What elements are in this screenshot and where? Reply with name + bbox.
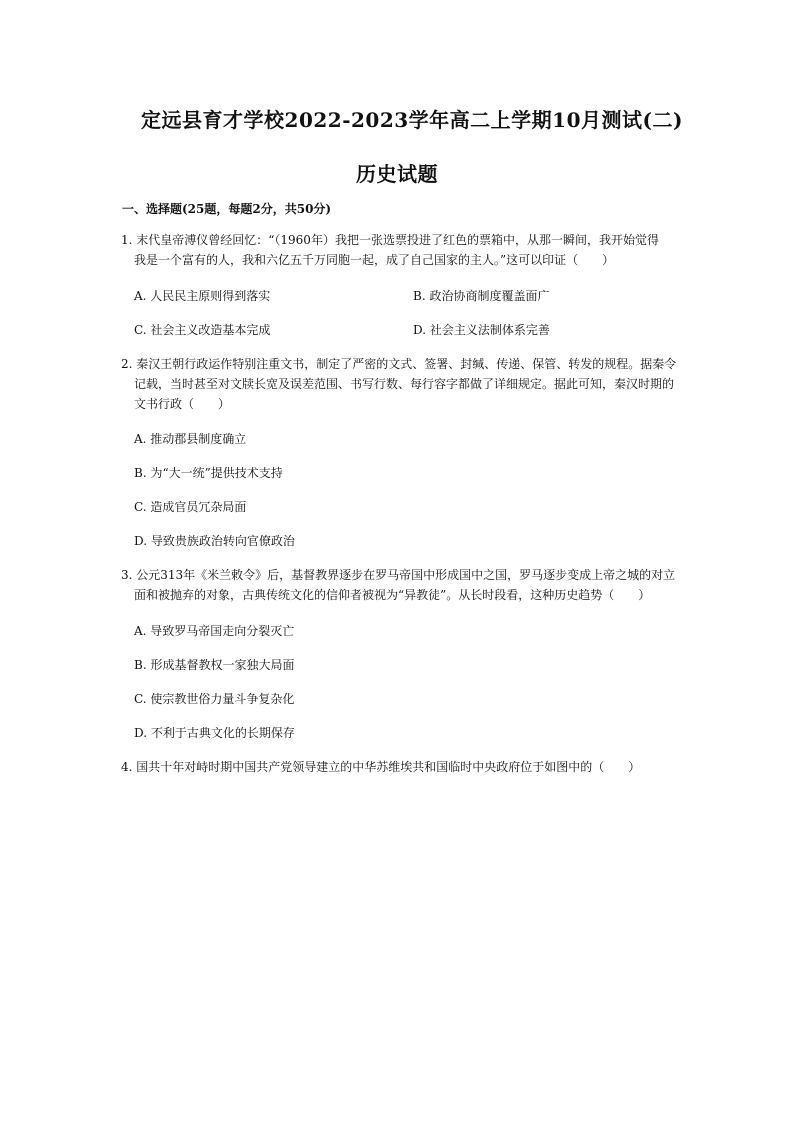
question-3-stem-line-2: 面和被抛弃的对象，古典传统文化的信仰者被视为“异教徒”。从长时段看，这种历史趋势（ ）	[134, 588, 651, 602]
question-2-option-a: A. 推动郡县制度确立	[134, 432, 247, 446]
question-2-stem-line-3: 文书行政（ ）	[134, 397, 231, 411]
question-2-stem-line-2: 记载，当时甚至对文牍长宽及误差范围、书写行数、每行容字都做了详细规定。据此可知，秦汉时期的	[134, 377, 675, 391]
question-3-option-b: B. 形成基督教权一家独大局面	[134, 658, 295, 672]
question-2-option-b: B. 为“大一统”提供技术支持	[134, 466, 283, 480]
exam-title: 定远县育才学校2022-2023学年高二上学期10月测试(二)	[141, 108, 683, 132]
question-1-option-a: A. 人民民主原则得到落实	[134, 289, 271, 303]
question-2-option-c: C. 造成官员冗杂局面	[134, 500, 247, 514]
section-heading: 一、选择题(25题，每题2分，共50分)	[122, 202, 332, 216]
question-1-stem-line-1: 1. 末代皇帝溥仪曾经回忆：“（1960年）我把一张选票投进了红色的票箱中，从那一瞬间，我开始觉得	[121, 233, 659, 247]
question-2-stem-line-1: 2. 秦汉王朝行政运作特别注重文书，制定了严密的文式、签署、封缄、传递、保管、转发的规程。据秦令	[121, 357, 677, 371]
question-3-option-d: D. 不利于古典文化的长期保存	[134, 726, 295, 740]
question-1-option-b: B. 政治协商制度覆盖面广	[413, 289, 550, 303]
question-1-stem-line-2: 我是一个富有的人，我和六亿五千万同胞一起，成了自己国家的主人。”这可以印证（ ）	[134, 253, 615, 267]
exam-subtitle: 历史试题	[356, 162, 438, 186]
question-3-stem-line-1: 3. 公元313年《米兰敕令》后，基督教界逐步在罗马帝国中形成国中之国，罗马逐步变成上帝之城的对立	[121, 568, 676, 582]
question-4-stem-line-1: 4. 国共十年对峙时期中国共产党领导建立的中华苏维埃共和国临时中央政府位于如图中的（ ）	[121, 760, 641, 774]
question-3-option-a: A. 导致罗马帝国走向分裂灭亡	[134, 624, 295, 638]
question-3-option-c: C. 使宗教世俗力量斗争复杂化	[134, 692, 295, 706]
question-1-option-c: C. 社会主义改造基本完成	[134, 323, 271, 337]
question-1-option-d: D. 社会主义法制体系完善	[413, 323, 550, 337]
question-2-option-d: D. 导致贵族政治转向官僚政治	[134, 534, 295, 548]
